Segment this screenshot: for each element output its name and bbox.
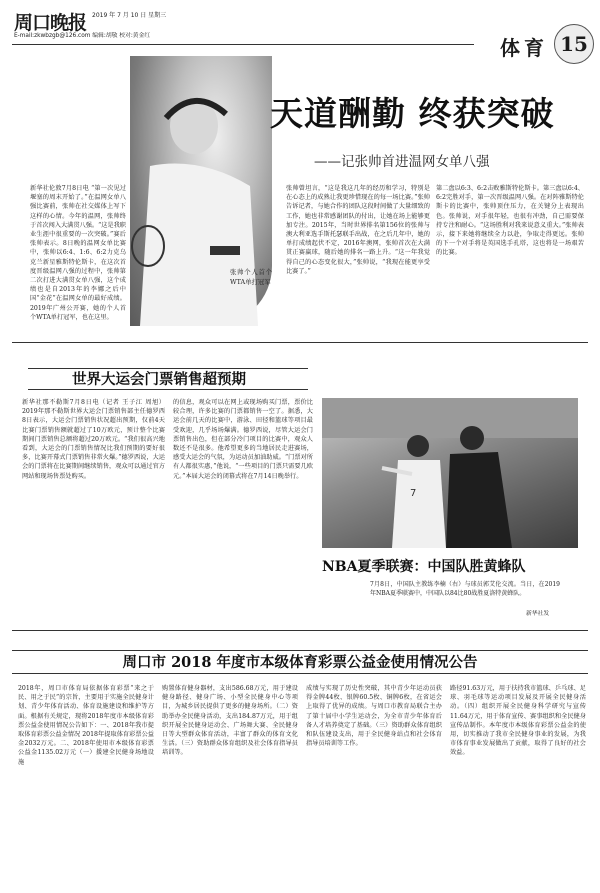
feature-byline: 新华社伦敦7月8日电 (30, 185, 89, 192)
announcement-headline-box (12, 650, 588, 674)
universiade-column-1: 新华社那不勒斯7月8日电（记者 王子江 周旭）2019年那不勒斯世界大运会门票销售部主任德罗西8日表示，大运会门票销售状况超出预期，仅前4天比赛门票销售额就超过了10万欧元，预计整个比赛期间门票销售总额将超过20万欧元。“我们很高兴地看到，大运会的门票销售情况比我们预期的要好很多，比赛开幕式门票销售非常火爆。”德罗西说，大运会的门票将在比赛期间继续销售，观众可以通过官方网站和现场售票处购买。 (22, 399, 165, 480)
feature-column-1-cont (18, 274, 142, 334)
feature-subtitle: ——记张帅首进温网女单八强 (314, 154, 490, 170)
section-title: 体育 (500, 36, 548, 60)
announcement-headline: 周口市 2018 年度市本级体育彩票公益金使用情况公告 (122, 654, 478, 671)
svg-text:7: 7 (410, 488, 417, 499)
section-divider (12, 342, 588, 343)
universiade-column-2: 的信息，观众可以在网上或现场购买门票，票价比较合理，许多比赛的门票都销售一空了。据悉，大运会前几天的比赛中，游泳、田径和篮球等项目最受欢迎，几乎场场爆满。德罗西说，尽管大运会门票销售出色，但在部分冷门项目的比赛中，观众人数还不是很多。他希望更多的当地居民走进赛场，感受大运会的气氛，为运动员加油助威。“门票对所有人都很实惠，”他说，“一些项目的门票只需要几欧元。”本届大运会的闭幕式将在7月14日晚举行。 (173, 399, 313, 480)
nba-headline: NBA夏季联赛：中国队胜黄蜂队 (322, 559, 526, 575)
universiade-headline-box (28, 368, 308, 390)
announcement-column-1: 2018年，周口市体育局依据体育彩票“来之于民、用之于民”的宗旨，主要用于实施全民健身计划、青少年体育活动、体育设施建设和维护等方面。根据有关规定，现将2018年度市本级体育彩票公益金使用情况公告如下：一、2018年我市提取体育彩票公益金情况 2018年提取体育彩票公益金2032万元。二、2018年使用市本级体育彩票公益金1135.02万元（一）援建全民健身场地设施 (18, 685, 154, 766)
issue-date: 2019 年 7 月 10 日 星期三 (92, 12, 167, 19)
feature-column-3: 第二盘以6:3、6:2击败雅斯特伦斯卡。第三盘以6:4、6:2完胜对手，第一次晋级温网八强。在对阵雅斯特伦斯卡的比赛中，张帅顶住压力，在关键分上表现出色。张帅说，对手很年轻，也很有冲劲，自己需要保持专注和耐心。“这场胜利对我来说意义重大。”张帅表示，接下来她将继续全力以赴，争取走得更远。张帅的下一个对手将是英国选手孔塔，这也将是一场艰苦的比赛。 (436, 185, 584, 257)
basketball-players-icon (322, 398, 578, 548)
newspaper-logo: 周口晚报 (14, 12, 87, 34)
page-number: 15 (554, 24, 594, 64)
editor-line: E-mail:zkwbzgb@126.com 编辑:胡敬 校对:黄金红 (14, 33, 151, 39)
header-rule (12, 44, 474, 45)
universiade-headline: 世界大运会门票销售超预期 (72, 371, 246, 388)
announcement-column-4: 路径91.63万元，用于扶持我市篮球、乒乓球、足球、羽毛球等运动项目发展及开展全民健身活动。（四）组织开展全民健身科学研究与宣传11.64万元，用于体育宣传、赛事组织和全民健身宣传品制作。本年度市本级体育彩票公益金的使用，切实推动了我市全民健身事业的发展，为我市体育事业发展做出了贡献，取得了良好的社会效益。 (450, 685, 586, 757)
feature-column-1: “第一次见过堰塞的周末开始了。”在温网女单八强比赛前，张帅在社交媒体上写下这样的心情。今年的温网，张帅终于首次闯入大满贯八强。“这是我职业生涯中很重要的一次突破。”赛后张帅表示。8日晚的温网女单比赛中，张帅以6:4、1:6、6:2力克乌克兰新星雅斯特伦斯卡，在这次首度晋级温网八强的过程中，张帅第二次打进大满贯女单八强，这个成绩也是自2013年的李娜之后中国“金花”在温网女单的最好成绩。2019年广州公开赛，她的个人首个WTA单打冠军，也在这里。 (30, 185, 126, 321)
announcement-column-2: 购置体育健身器材，支出586.68万元，用于建设健身路径、健身广场、小型全民健身中心等项目，为城乡居民提供了更多的健身场所。（二）资助举办全民健身活动，支出184.87万元，用于组织开展全民健身运动会、广场舞大赛、全民健身日等大型群众体育活动，丰富了群众的体育文化生活。（三）资助群众体育组织及社会体育指导员培训等。 (162, 685, 298, 757)
announcement-column-3: 成绩与实现了历史性突破，其中青少年运动员获得金牌44枚、银牌60.5枚、铜牌6枚，在省运会上取得了优异的成绩。与周口市教育局联合主办了第十届中小学生运动会，为全市青少年体育后备人才培养奠定了基础。（三）资助群众体育组织和队伍建设支出，用于全民健身站点和社会体育指导员培训等工作。 (306, 685, 442, 748)
feature-column-2: 张帅曾坦言，“这是我这几年的经历和学习，特别是在心态上的成熟让我更珍惜现在的每一场比赛。”张帅告诉记者，与她合作的团队这段时间做了大量细致的工作，她也非常感谢团队的付出，让她在场上能够更加专注。2015年，当时世界排名第156位的张帅与澳大利亚选手斯托瑟联手出战，在之后几年中，她的单打成绩起伏不定，2016年澳网，张帅首次在大满贯正赛赢球，随后她的排名一路上升。“这一年我觉得自己的心态变化很大，”张帅说，“我现在能更享受比赛了。” (286, 185, 430, 275)
section-divider-2 (12, 630, 588, 631)
nba-photo (322, 398, 578, 548)
nba-caption: 7月8日，中国队主教练李楠（右）与球员郭艾伦交流。当日，在2019年NBA夏季联赛中，中国队以84比80战胜夏洛特黄蜂队。 (370, 581, 560, 597)
feature-headline: 天道酬勤 终获突破 (270, 94, 555, 133)
photo-caption: 张帅个人首个WTA单打冠军 (230, 268, 272, 286)
nba-photo-credit: 新华社发 (526, 611, 550, 617)
